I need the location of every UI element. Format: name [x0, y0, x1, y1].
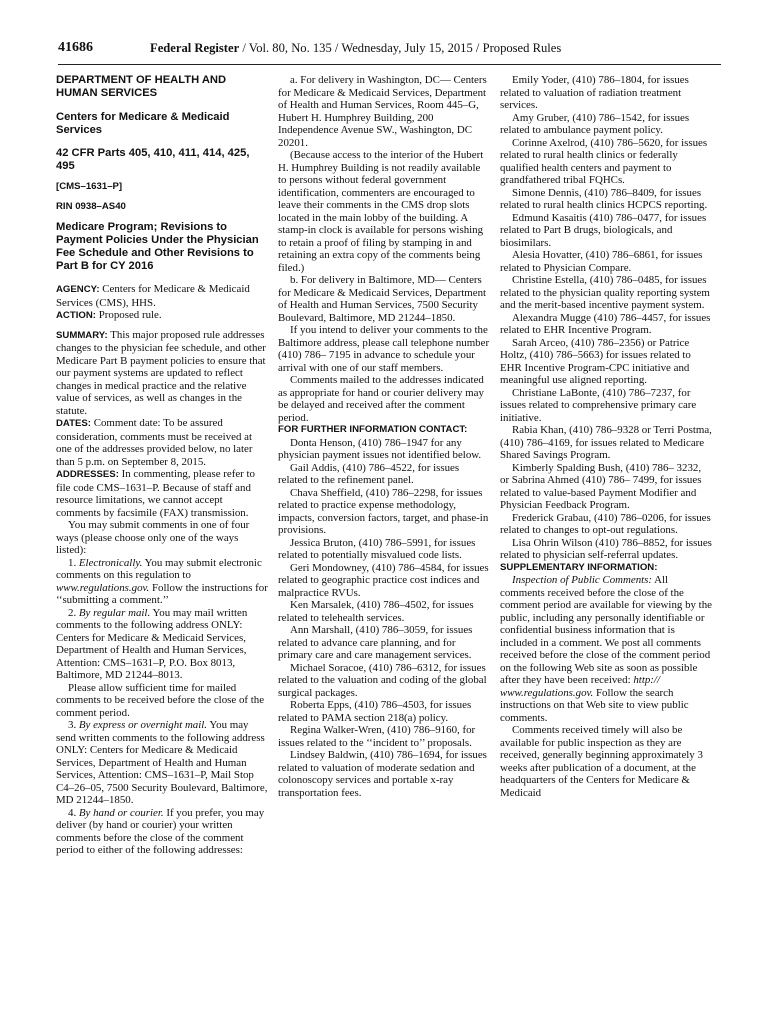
timely-comments-paragraph: Comments received timely will also be available for public inspection as they are received, generally beginning approximately 3 weeks after publication of a document, at the headquarters of the Centers for Medicare & Medicaid [500, 724, 703, 799]
way-express-mail [56, 719, 268, 807]
column-left [56, 74, 268, 857]
issue-citation: / Vol. 80, No. 135 / Wednesday, July 15, 2015 / Proposed Rules [239, 41, 562, 55]
header-rule [58, 64, 721, 65]
way-text: You may mail written comments to the following address ONLY: Centers for Medicare & Medicaid Services, Department of Health and Human Services, Attention: CMS–1631–P, P.O. Box 8013, Baltimore, MD 21244–8013. [56, 606, 248, 681]
page-header [58, 40, 718, 60]
column-middle [278, 74, 490, 799]
inspection-text: All comments received before the close of the comment period are available for viewing by the public, including any personally identifiable or confidential business information that is included in a comment. We post all comments received before the close of the comment period on the following Web site as soon as possible after they have been received: [500, 574, 712, 686]
summary-text: This major proposed rule addresses changes to the physician fee schedule, and other Medicare Part B payment policies to ensure that our payment systems are updated to reflect changes in medical practice and the relative value of services, as well as changes in the statute. [56, 328, 266, 417]
contact-entry: Lindsey Baldwin, (410) 786–1694, for issues related to valuation of moderate sedation and colonoscopy services and portable x-ray transportation fees. [278, 749, 487, 799]
action-text: Proposed rule. [95, 309, 162, 321]
contact-entry: Amy Gruber, (410) 786–1542, for issues related to ambulance payment policy. [500, 111, 690, 136]
docket-number: [CMS–1631–P] [56, 181, 123, 192]
contact-heading: FOR FURTHER INFORMATION CONTACT: [278, 424, 468, 435]
contact-entry: Geri Mondowney, (410) 786–4584, for issues related to geographic practice cost indices and malpractice RVUs. [278, 561, 489, 599]
agency-label: AGENCY: [56, 284, 100, 295]
addresses-label: ADDRESSES: [56, 469, 119, 480]
addresses-text: In commenting, please refer to file code CMS–1631–P. Because of staff and resource limitations, we cannot accept comments by facsimile (FAX) transmission. [56, 468, 255, 519]
contact-entry: Emily Yoder, (410) 786–1804, for issues related to valuation of radiation treatment services. [500, 74, 689, 111]
subagency-name: Centers for Medicare & Medicaid Services [56, 111, 230, 136]
contact-entry: Ann Marshall, (410) 786–3059, for issues related to advance care planning, and for primary care and care management services. [278, 624, 473, 661]
contact-entry: Simone Dennis, (410) 786–8409, for issues related to rural health clinics HCPCS reporting. [500, 186, 708, 211]
contact-entry: Donta Henson, (410) 786–1947 for any physician payment issues not identified below. [278, 436, 482, 461]
page-number: 41686 [58, 40, 93, 55]
summary-label: SUMMARY: [56, 329, 108, 341]
way-number: 2. [68, 606, 79, 619]
inspection-title: Inspection of Public Comments: [512, 574, 653, 586]
way-title: By regular mail. [78, 606, 151, 619]
dates-paragraph [56, 417, 268, 468]
way-text: Follow the instructions for ‘‘submitting a comment.’’ [56, 581, 268, 606]
contact-entry: Kimberly Spalding Bush, (410) 786– 3232, or Sabrina Ahmed (410) 786– 7499, for issues related to value-based Payment Modifier and Physician Feedback Program. [500, 461, 702, 511]
regulations-gov-link[interactable]: www.regulations.gov. [56, 581, 150, 594]
journal-name: Federal Register [150, 41, 240, 55]
delivery-baltimore: b. For delivery in Baltimore, MD— Centers for Medicare & Medicaid Services, Department of Health and Human Services, 7500 Security Boulevard, Baltimore, MD 21244–1850. [278, 274, 487, 324]
contact-entry: Jessica Bruton, (410) 786–5991, for issues related to potentially misvalued code lists. [278, 536, 476, 561]
dates-text: Comment date: To be assured consideration, comments must be received at one of the addresses provided below, no later than 5 p.m. on September 8, 2015. [56, 417, 253, 468]
way-hand-courier [56, 807, 268, 857]
way-number: 3. [68, 719, 79, 731]
action-label: ACTION: [56, 310, 96, 321]
way-number: 4. [68, 806, 79, 819]
allow-time-paragraph: Please allow sufficient time for mailed comments to be received before the close of the comment period. [56, 681, 265, 719]
contact-entry: Alexandra Mugge (410) 786–4457, for issues related to EHR Incentive Program. [500, 311, 711, 336]
contact-entry: Frederick Grabau, (410) 786–0206, for issues related to changes to opt-out regulations. [500, 511, 711, 536]
contact-entry: Christiane LaBonte, (410) 786–7237, for issues related to comprehensive primary care initiative. [500, 386, 697, 424]
contact-entry: Edmund Kasaitis (410) 786–0477, for issues related to Part B drugs, biologicals, and biosimilars. [500, 211, 707, 249]
running-head [150, 41, 561, 56]
contact-entry: Gail Addis, (410) 786–4522, for issues related to the refinement panel. [278, 461, 460, 486]
contact-entry: Rabia Khan, (410) 786–9328 or Terri Postma, (410) 786–4169, for issues related to Medicare Shared Savings Program. [500, 424, 712, 461]
way-title: By express or overnight mail. [78, 719, 208, 731]
regulations-gov-link[interactable]: http:// www.regulations.gov. [500, 674, 660, 699]
agency-line [56, 283, 268, 309]
way-title: Electronically. [78, 556, 143, 569]
delivery-washington: a. For delivery in Washington, DC— Centers for Medicare & Medicaid Services, Department of Health and Human Services, Room 445–G, Hubert H. Humphrey Building, 200 Independence Avenue SW., Washington, DC 20201. [278, 74, 487, 149]
way-regular-mail [56, 607, 268, 682]
inspection-text: Follow the search instructions on that Web site to view public comments. [500, 686, 689, 724]
agency-text: Centers for Medicare & Medicaid Services (CMS), HHS. [56, 283, 250, 309]
summary-paragraph [56, 329, 268, 418]
contact-entry: Sarah Arceo, (410) 786–2356) or Patrice Holtz, (410) 786–5663) for issues related to EHR Incentive Program-CPC initiative and meaningful use aligned reporting. [500, 336, 691, 386]
way-text: If you prefer, you may deliver (by hand or courier) your written comments before the close of the comment period to either of the following addresses: [56, 806, 265, 856]
submit-ways-paragraph: You may submit comments in one of four ways (please choose only one of the ways listed): [56, 519, 250, 556]
way-number: 1. [68, 556, 79, 569]
intend-to-deliver: If you intend to deliver your comments to the Baltimore address, please call telephone number (410) 786– 7195 in advance to schedule your arrival with one of our staff members. [278, 324, 490, 374]
contact-entry: Christine Estella, (410) 786–0485, for issues related to the physician quality reporting system and the merit-based incentive payment system. [500, 274, 710, 311]
contact-entry: Chava Sheffield, (410) 786–2298, for issues related to practice expense methodology, impacts, conversion factors, target, and phase-in provisions. [278, 486, 489, 536]
contact-entry: Alesia Hovatter, (410) 786–6861, for issues related to Physician Compare. [500, 249, 703, 274]
agency-name: DEPARTMENT OF HEALTH AND HUMAN SERVICES [56, 74, 227, 99]
contact-entry: Regina Walker-Wren, (410) 786–9160, for issues related to the ‘‘incident to’’ proposals. [278, 724, 476, 749]
comments-mailed: Comments mailed to the addresses indicated as appropriate for hand or courier delivery may be delayed and received after the comment period. [278, 374, 484, 424]
contact-entry: Michael Soracoe, (410) 786–6312, for issues related to the valuation and coding of the global surgical packages. [278, 661, 487, 699]
humphrey-building-note: (Because access to the interior of the Hubert H. Humphrey Building is not readily available to persons without federal government identification, commenters are encouraged to leave their comments in the CMS drop slots located in the main lobby of the building. A stamp-in clock is available for persons wishing to retain a proof of filing by stamping in and retaining an extra copy of the comments being filed.) [278, 149, 484, 274]
inspection-paragraph [500, 574, 712, 724]
column-right [500, 74, 712, 799]
way-text: You may submit electronic comments on this regulation to [56, 556, 262, 581]
rin-number: RIN 0938–AS40 [56, 201, 126, 212]
document-title: Medicare Program; Revisions to Payment Policies Under the Physician Fee Schedule and Other Revisions to Part B for CY 2016 [56, 221, 259, 272]
way-electronic [56, 557, 268, 607]
contact-entry: Corinne Axelrod, (410) 786–5620, for issues related to rural health clinics or federally qualified health centers and payment to grandfathered tribal FQHCs. [500, 136, 708, 186]
cfr-parts: 42 CFR Parts 405, 410, 411, 414, 425, 495 [56, 147, 250, 172]
way-text: You may send written comments to the following address ONLY: Centers for Medicare & Medicaid Services, Department of Health and Human Services, Attention: CMS–1631–P, Mail Stop C4–26–05, 7500 Security Boulevard, Baltimore, MD 21244–1850. [56, 719, 268, 806]
addresses-paragraph [56, 468, 268, 519]
contact-entry: Ken Marsalek, (410) 786–4502, for issues related to telehealth services. [278, 599, 474, 624]
dates-label: DATES: [56, 418, 91, 429]
way-title: By hand or courier. [78, 806, 164, 819]
action-line [56, 309, 268, 323]
contact-entry: Lisa Ohrin Wilson (410) 786–8852, for issues related to physician self-referral updates. [500, 536, 712, 561]
supplementary-heading: SUPPLEMENTARY INFORMATION: [500, 561, 658, 573]
contact-entry: Roberta Epps, (410) 786–4503, for issues related to PAMA section 218(a) policy. [278, 699, 472, 724]
